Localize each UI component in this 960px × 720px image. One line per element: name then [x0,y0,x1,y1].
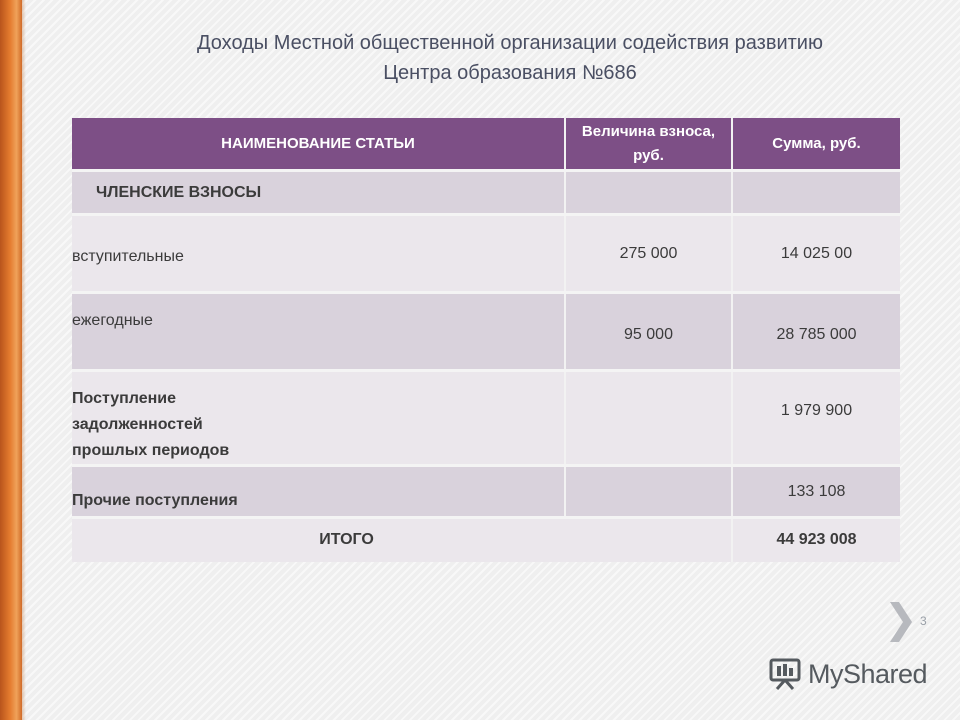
row-sum: 14 025 00 [732,215,900,293]
row-fee [565,371,732,466]
row-fee: 275 000 [565,215,732,293]
row-fee [565,466,732,518]
table-row [72,171,900,215]
myshared-logo [768,656,927,692]
logo-text: MyShared [808,658,928,689]
row-fee [565,171,732,215]
table-row [72,371,900,466]
slide-title-line-2: Центра образования №686 [383,62,637,84]
left-accent-shadow [22,0,26,720]
table-row [72,215,900,293]
row-sum [732,171,900,215]
row-sum: 1 979 900 [732,371,900,466]
row-name: Прочие поступления [72,466,565,518]
row-fee: 95 000 [565,293,732,371]
row-name: ежегодные [72,293,565,371]
total-label: ИТОГО [72,518,732,562]
table-total-row [72,518,900,562]
table-row [72,466,900,518]
row-sum: 133 108 [732,466,900,518]
header-fee-amount: Величина взноса, руб. [565,118,732,171]
header-item-name: НАИМЕНОВАНИЕ СТАТЬИ [72,118,565,171]
left-accent-bar [0,0,22,720]
income-table [72,118,900,562]
presentation-board-icon [768,657,802,691]
row-name: Поступление задолженностей прошлых периодов [72,371,565,466]
row-sum: 28 785 000 [732,293,900,371]
next-slide-chevron-icon[interactable] [888,600,914,644]
row-name: вступительные [72,215,565,293]
total-value: 44 923 008 [732,518,900,562]
row-name: ЧЛЕНСКИЕ ВЗНОСЫ [72,171,565,215]
table-header-row [72,118,900,171]
slide-title-line-1: Доходы Местной общественной организации содействия развитию [197,32,823,54]
slide-title [100,28,920,88]
page-number: 3 [920,614,927,628]
header-sum: Сумма, руб. [732,118,900,171]
table-row [72,293,900,371]
